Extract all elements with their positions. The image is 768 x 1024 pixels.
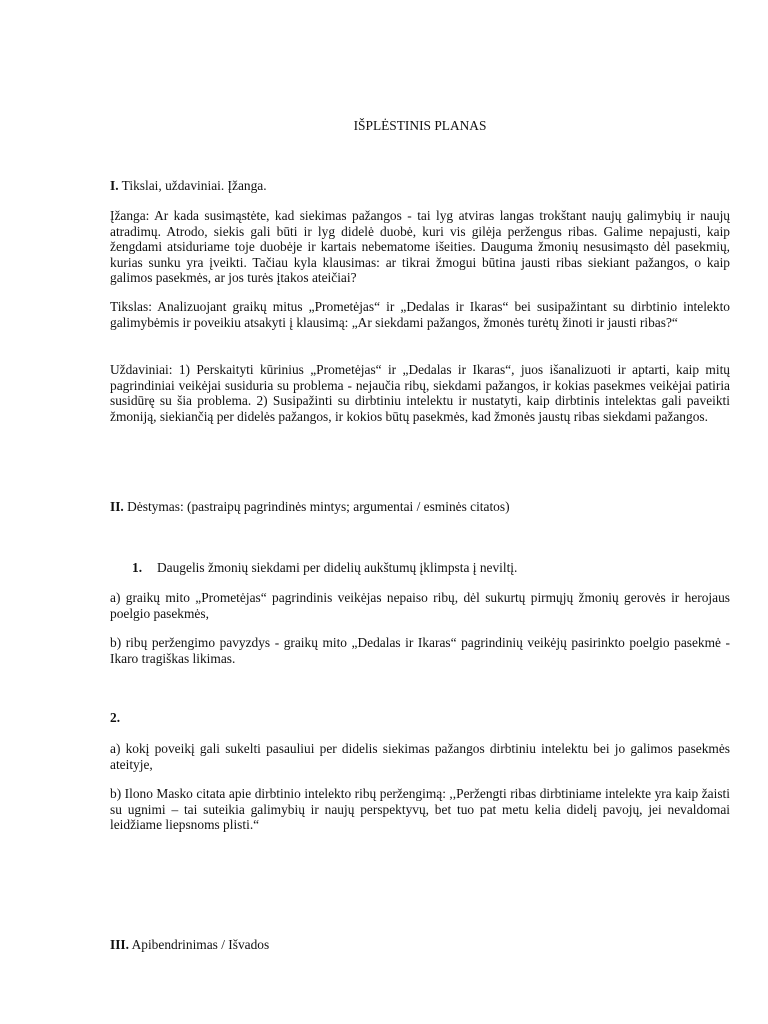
section-3-heading-text: Apibendrinimas / Išvados xyxy=(128,937,270,952)
section-1-numeral: I. xyxy=(110,178,119,193)
tasks-paragraph: Uždaviniai: 1) Perskaityti kūrinius „Prometėjas“ ir „Dedalas ir Ikaras“, juos išanalizuoti ir aptarti, kaip mitų pagrindiniai veikėjai susiduria su problema - nejaučia ribų, siekdami pažangos, ir kokias pasekmes veikėjai patiria susidūrę su šia problema. 2) Susipažinti su dirbtiniu intelektu ir nustatyti, kaip dirbtinis intelektas gali paveikti žmoniją, siekiančią per didelės pažangos, ir kokios būtų pasekmės, kad žmonės jaustų ribas siekdami pažangos. xyxy=(110,362,730,424)
section-2-heading-text: Dėstymas: (pastraipų pagrindinės mintys; argumentai / esminės citatos) xyxy=(123,499,510,514)
point-2-number: 2. xyxy=(110,710,121,725)
page-title: IŠPLĖSTINIS PLANAS xyxy=(353,118,487,133)
point-1-b: b) ribų peržengimo pavyzdys - graikų mito „Dedalas ir Ikaras“ pagrindinių veikėjų pasirinkto poelgio pasekmė - Ikaro tragiškas likimas. xyxy=(110,635,730,666)
point-1-a: a) graikų mito „Prometėjas“ pagrindinis veikėjas nepaiso ribų, dėl sukurtų pirmųjų žmonių gerovės ir herojaus poelgio pasekmės, xyxy=(110,590,730,621)
point-2-a: a) kokį poveikį gali sukelti pasauliui per didelis siekimas pažangos dirbtiniu intelektu bei jo galimos pasekmės ateityje, xyxy=(110,741,730,772)
section-2-heading xyxy=(110,499,730,515)
section-1-heading xyxy=(110,178,730,194)
section-3-heading xyxy=(110,937,730,953)
point-2-b: b) Ilono Masko citata apie dirbtinio intelekto ribų peržengimą: ,,Peržengti ribas dirbtiniame intelekte yra kaip žaisti su ugnimi – tai suteikia galimybių ir naujų perspektyvų, bet tuo pat metu kelia didelį pavojų, jei nevaldomai leidžiame liepsnoms plisti.“ xyxy=(110,786,730,833)
point-1-text: Daugelis žmonių siekdami per didelių aukštumų įklimpsta į neviltį. xyxy=(157,560,518,575)
point-1-number: 1. xyxy=(132,560,143,575)
goal-paragraph: Tikslas: Analizuojant graikų mitus „Prometėjas“ ir „Dedalas ir Ikaras“ bei susipažintant su dirbtinio intelekto galimybėmis ir poveikiu atsakyti į klausimą: „Ar siekdami pažangos, žmonės turėtų žinoti ir jausti ribas?“ xyxy=(110,299,730,330)
section-1-heading-text: Tikslai, uždaviniai. Įžanga. xyxy=(118,178,267,193)
intro-paragraph: Įžanga: Ar kada susimąstėte, kad siekimas pažangos - tai lyg atviras langas trokštant naujų galimybių ir naujų atradimų. Atrodo, siekis gali būti ir lyg didelė duobė, kuri vis gilėja peržengus ribas. Galime nepajusti, kaip žengdami atsiduriame toje duobėje ir kartais nebematome išeities. Dauguma žmonių nesusimąsto dėl pasekmių, kurias sunku yra įveikti. Tačiau kyla klausimas: ar tikrai žmogui būtina jausti ribas siekiant pažangos, o kaip galimos pasekmės, ar jos turės įtakos ateičiai? xyxy=(110,208,730,286)
section-3-numeral: III. xyxy=(110,937,129,952)
section-2-numeral: II. xyxy=(110,499,124,514)
